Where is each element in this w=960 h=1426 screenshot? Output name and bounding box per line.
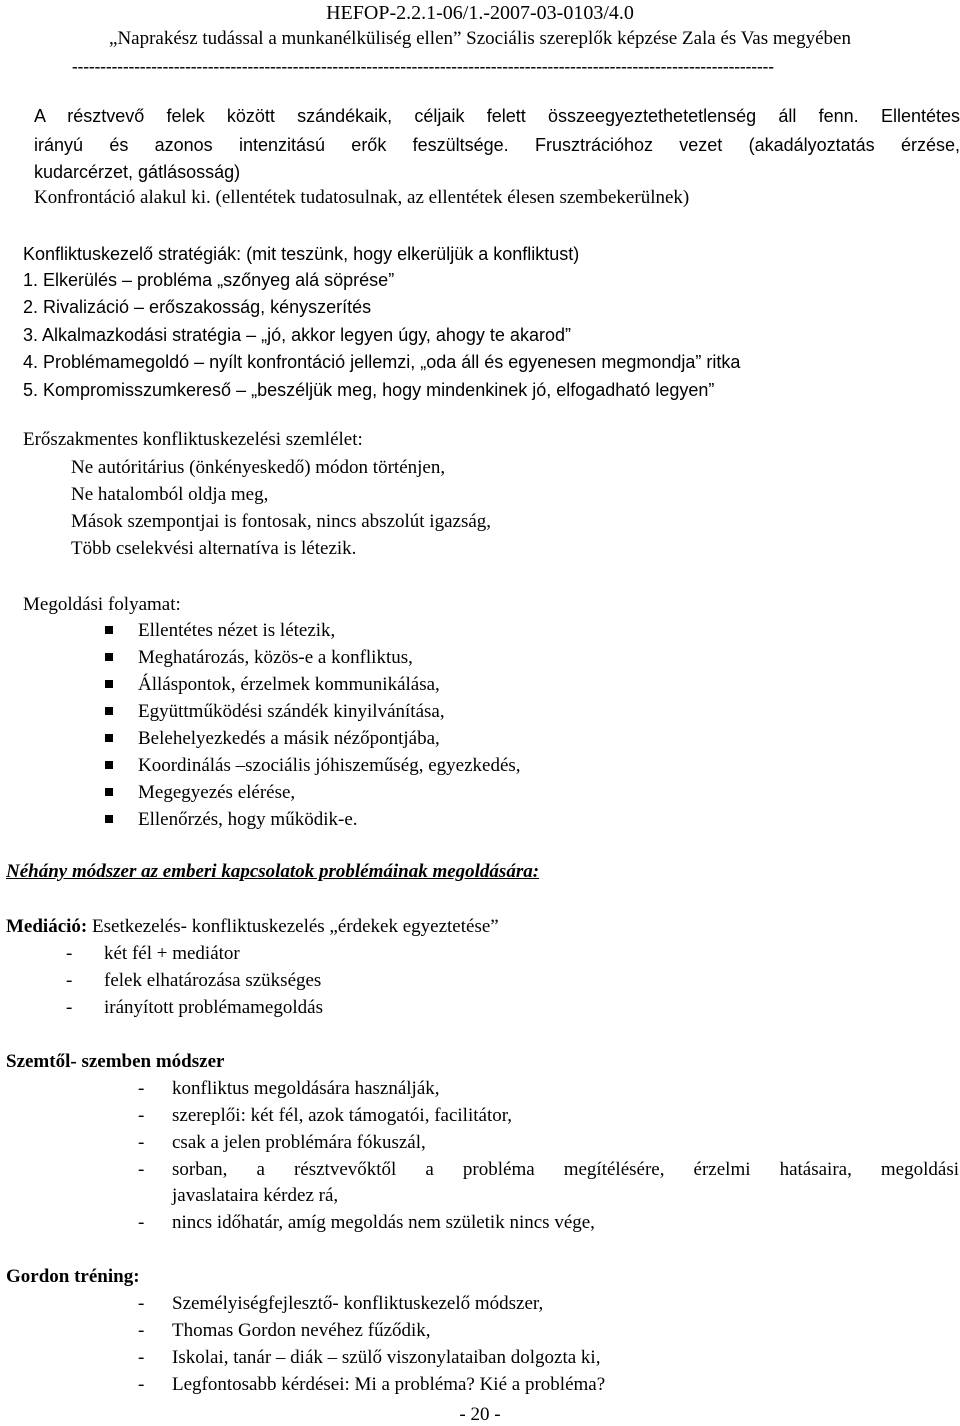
peer-item-long-line-1: sorban, a résztvevőktől a probléma megítélésére, érzelmi hatásaira, megoldási (172, 1159, 959, 1180)
peer-item: csak a jelen problémára fókuszál, (172, 1132, 426, 1153)
dash-bullet: - (138, 1159, 145, 1180)
square-bullet-icon (105, 680, 113, 688)
square-bullet-icon (105, 761, 113, 769)
square-bullet-icon (105, 707, 113, 715)
intro-line-2: irányú és azonos intenzitású erők feszültsége. Frusztrációhoz vezet (akadályoztatás érzése, (34, 135, 960, 155)
nonviolent-title: Erőszakmentes konfliktuskezelési szemlélet: (23, 429, 363, 450)
header-rule: ---------------------------------------------------------------------------------------------------------------------------- (72, 57, 774, 76)
mediation-item: két fél + mediátor (104, 943, 240, 964)
dash-bullet: - (138, 1293, 145, 1314)
process-title: Megoldási folyamat: (23, 594, 181, 615)
nonviolent-item: Több cselekvési alternatíva is létezik. (71, 538, 357, 559)
header-code: HEFOP-2.2.1-06/1.-2007-03-0103/4.0 (326, 2, 634, 24)
mediation-text: Esetkezelés- konfliktuskezelés „érdekek egyeztetése” (87, 916, 499, 937)
square-bullet-icon (105, 653, 113, 661)
nonviolent-item: Ne hatalomból oldja meg, (71, 484, 269, 505)
process-item: Ellenőrzés, hogy működik-e. (138, 809, 358, 830)
dash-bullet: - (66, 997, 73, 1018)
mediation-label: Mediáció: (6, 916, 88, 937)
strategy-item: 4. Problémamegoldó – nyílt konfrontáció jellemzi, „oda áll és egyenesen megmondja” ritka (23, 352, 741, 372)
peer-item: konfliktus megoldására használják, (172, 1078, 440, 1099)
gordon-item: Iskolai, tanár – diák – szülő viszonylataiban dolgozta ki, (172, 1347, 601, 1368)
dash-bullet: - (66, 970, 73, 991)
process-item: Megegyezés elérése, (138, 782, 296, 803)
header-project-title: „Naprakész tudással a munkanélküliség ellen” Szociális szereplők képzése Zala és Vas megyében (109, 28, 851, 49)
dash-bullet: - (138, 1105, 145, 1126)
dash-bullet: - (138, 1320, 145, 1341)
strategies-title: Konfliktuskezelő stratégiák: (mit teszünk, hogy elkerüljük a konfliktust) (23, 244, 580, 264)
gordon-item: Thomas Gordon nevéhez fűződik, (172, 1320, 431, 1341)
dash-bullet: - (138, 1347, 145, 1368)
process-item: Álláspontok, érzelmek kommunikálása, (138, 674, 440, 695)
dash-bullet: - (138, 1132, 145, 1153)
intro-line-4: Konfrontáció alakul ki. (ellentétek tudatosulnak, az ellentétek élesen szembekerülnek) (34, 187, 690, 208)
square-bullet-icon (105, 815, 113, 823)
nonviolent-item: Ne autóritárius (önkényeskedő) módon történjen, (71, 457, 446, 478)
dash-bullet: - (138, 1374, 145, 1395)
nonviolent-item: Mások szempontjai is fontosak, nincs abszolút igazság, (71, 511, 492, 532)
strategy-item: 3. Alkalmazkodási stratégia – „jó, akkor legyen úgy, ahogy te akarod” (23, 325, 571, 345)
strategy-item: 1. Elkerülés – probléma „szőnyeg alá söprése” (23, 270, 395, 290)
process-item: Belehelyezkedés a másik nézőpontjába, (138, 728, 440, 749)
strategy-item: 5. Kompromisszumkereső – „beszéljük meg, hogy mindenkinek jó, elfogadható legyen” (23, 380, 715, 400)
process-item: Ellentétes nézet is létezik, (138, 620, 336, 641)
square-bullet-icon (105, 734, 113, 742)
peer-item: nincs időhatár, amíg megoldás nem születik nincs vége, (172, 1212, 595, 1233)
dash-bullet: - (66, 943, 73, 964)
peer-item: szereplői: két fél, azok támogatói, facilitátor, (172, 1105, 513, 1126)
mediation-line (6, 915, 499, 939)
intro-line-3: kudarcérzet, gátlásosság) (34, 162, 241, 182)
process-item: Koordinálás –szociális jóhiszeműség, egyezkedés, (138, 755, 521, 776)
square-bullet-icon (105, 626, 113, 634)
peer-item-long-line-2: javaslataira kérdez rá, (172, 1185, 339, 1206)
page-number: - 20 - (459, 1404, 501, 1425)
dash-bullet: - (138, 1212, 145, 1233)
intro-line-1: A résztvevő felek között szándékaik, céljaik felett összeegyeztethetetlenség áll fenn. Ellentétes (34, 106, 960, 126)
peer-method-title: Szemtől- szemben módszer (6, 1051, 225, 1072)
process-item: Együttműködési szándék kinyilvánítása, (138, 701, 445, 722)
methods-heading: Néhány módszer az emberi kapcsolatok problémáinak megoldására: (6, 861, 540, 882)
strategy-item: 2. Rivalizáció – erőszakosság, kényszerítés (23, 297, 372, 317)
process-item: Meghatározás, közös-e a konfliktus, (138, 647, 413, 668)
mediation-item: irányított problémamegoldás (104, 997, 323, 1018)
square-bullet-icon (105, 788, 113, 796)
mediation-item: felek elhatározása szükséges (104, 970, 322, 991)
gordon-item: Legfontosabb kérdései: Mi a probléma? Kié a probléma? (172, 1374, 606, 1395)
dash-bullet: - (138, 1078, 145, 1099)
gordon-item: Személyiségfejlesztő- konfliktuskezelő módszer, (172, 1293, 544, 1314)
gordon-title: Gordon tréning: (6, 1266, 140, 1287)
